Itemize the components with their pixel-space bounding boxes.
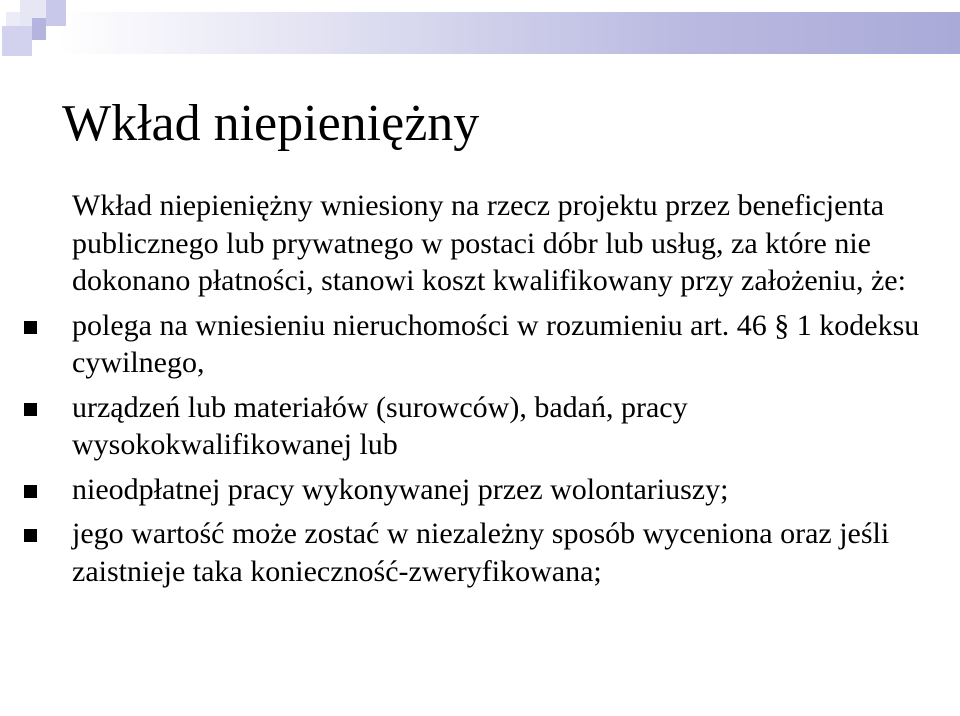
square-bullet-icon	[24, 403, 37, 416]
header-decorative-band	[58, 12, 960, 54]
list-item	[72, 389, 952, 464]
list-item-text: urządzeń lub materiałów (surowców), badań, pracy wysokokwalifikowanej lub	[72, 390, 688, 461]
slide-body	[72, 187, 952, 590]
decorative-square	[46, 0, 66, 26]
decorative-square	[32, 18, 46, 40]
list-item	[72, 307, 952, 382]
square-bullet-icon	[24, 529, 37, 542]
decorative-square	[2, 26, 32, 56]
intro-paragraph: Wkład niepieniężny wniesiony na rzecz projektu przez beneficjenta publicznego lub prywatnego w postaci dóbr lub usług, za które nie dokonano płatności, stanowi koszt kwalifikowany przy założeniu, że:	[72, 189, 906, 297]
list-item-text: polega na wniesieniu nieruchomości w rozumieniu art. 46 § 1 kodeksu cywilnego,	[72, 308, 920, 379]
square-bullet-icon	[24, 485, 37, 498]
slide-title: Wkład niepieniężny	[62, 95, 480, 152]
list-item	[72, 471, 952, 509]
list-item-text: jego wartość może zostać w niezależny sposób wyceniona oraz jeśli zaistnieje taka konieczność-zweryfikowana;	[72, 517, 890, 588]
square-bullet-icon	[24, 321, 37, 334]
decorative-square	[6, 12, 20, 26]
list-item-text: nieodpłatnej pracy wykonywanej przez wolontariuszy;	[72, 472, 729, 506]
list-item	[72, 515, 952, 590]
